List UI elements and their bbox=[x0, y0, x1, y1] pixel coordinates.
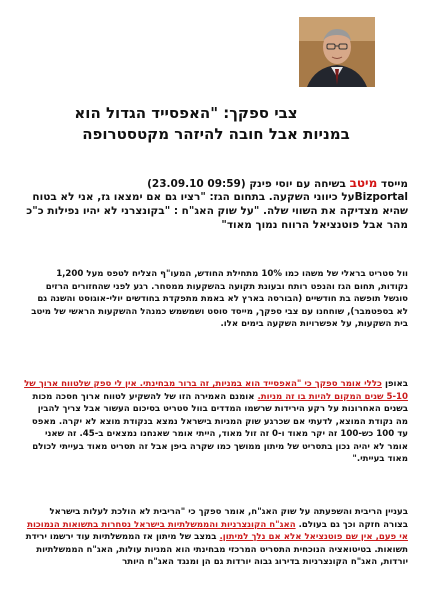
article-title-line-1: צבי ספקך: "האפסייד הגדול הוא bbox=[74, 104, 298, 122]
author-photo bbox=[299, 17, 375, 87]
paragraph-2 bbox=[24, 378, 408, 466]
article-meta: מייסד מיטב בשיחה עם יוסי פינק (09:59 23.09.10) bbox=[147, 176, 408, 190]
paragraph-1: וול סטריט בראלי של משהו כמו 10% מתחילת החודש, המעו"ף הצליח לטפס מעל 1,200 נקודות, תחום הגז והנפט רותח ובעונת תקועה בהשקעות ממסחר. רגע לפני שהחזורים הרזים סוגשל תופשה בת חודשיים (הבורסה בארץ לא באמת מתפקדת בחודשים יולי-אוגוסט והשנה גם לא בספטמבר), שוחחנו עם צבי ספקך, מייסד סוסט ושמשמש כמנהל ההשקעות הראשי של מיטב בית השקעות, על אפשרויות השקעה בימים אלו. bbox=[31, 269, 408, 329]
author-name: יוסי פינק bbox=[249, 178, 293, 190]
article-title-line-2: במניות אבל חובה להיזהר מקטסטרופה bbox=[82, 125, 350, 143]
meta-middle: בשיחה עם bbox=[296, 178, 346, 190]
lead-text: על כיווני השקעה. בתחום הגז: "רציו גם אם ימצאו גז, אני לא בטוח שהיא מצדיקה את השווי שלה. "על שוק האג"ח : "בקונצרני לא יהיו נפילות כ"כ מהר אבל פוטנציאל הרווח נמוך מאוד" bbox=[26, 191, 408, 231]
paragraph-3-start: בעניין הריבית והשפעתה על שוק האג"ח, אומר ספקך כי "הריבית לא הולכת לעלות בישראל בצורה חזקה וכך גם בעולם. bbox=[49, 507, 408, 530]
portrait-image bbox=[299, 17, 375, 87]
brand-name: מיטב bbox=[349, 176, 378, 190]
source-link[interactable]: Bizportal bbox=[354, 191, 408, 203]
article-lead bbox=[24, 190, 408, 232]
paragraph-3-rest: במצב של מיתון אז הממשלתיות עוד ירשמו ירידת תשואות. בטיטואציה הנוכחית התסריט המרכזי מבחינתי הוא המניות עולות, האג"ח הממשלתיות יורדות, האג"ח הקונצרניות בדירוג גבוה יורדות גם הן ומנגד האג"ח היותר bbox=[25, 532, 408, 567]
paragraph-2-highlight[interactable]: כללי אומר ספקך כי "האפסייד הוא במניות, זה ברור מבחינתי. אין לי ספק שלטווח ארוך של 5-10 שנים המקום להיות בו זה מניות. bbox=[24, 379, 408, 402]
paragraph-3 bbox=[24, 506, 408, 569]
paragraph-3-highlight[interactable]: האג"ח הקונצרניות והממשלתיות בישראל נסחרות בתשואות הנמוכות אי פעם, אין שם פוטנציאל אלא אם נלך למיתון. bbox=[27, 519, 408, 542]
meta-prefix: מייסד bbox=[380, 178, 408, 190]
paragraph-2-rest: אומנם האמירה הזו של להשקיע לטווח ארוך חסכה מכות בשנים האחרונות על רקע הירידות שרשמו המדדים בוול סטריט בסיכום העשור אבל צריך להבין מה נקודת המוצא, לדעתי אם שכרגע שוק המניות בישראל נמצא בנקודת מוצא לא יקרה. מאפס עד 100 כש-100 זה יקר מאוד ו-0 זה זול מאוד, הייתי אומר שאנחנו נמצאים ב-45. זה שאני אומר לא יהיה נכון בתסריט של מיתון ממושך כמו שקרה ביפן אבל זה תסריט מאוד בעייתי לכולם מאוד בעייתי." bbox=[31, 391, 408, 464]
timestamp: 09:59 23.09.10 bbox=[151, 178, 241, 190]
paragraph-2-start: באופן bbox=[384, 379, 408, 389]
